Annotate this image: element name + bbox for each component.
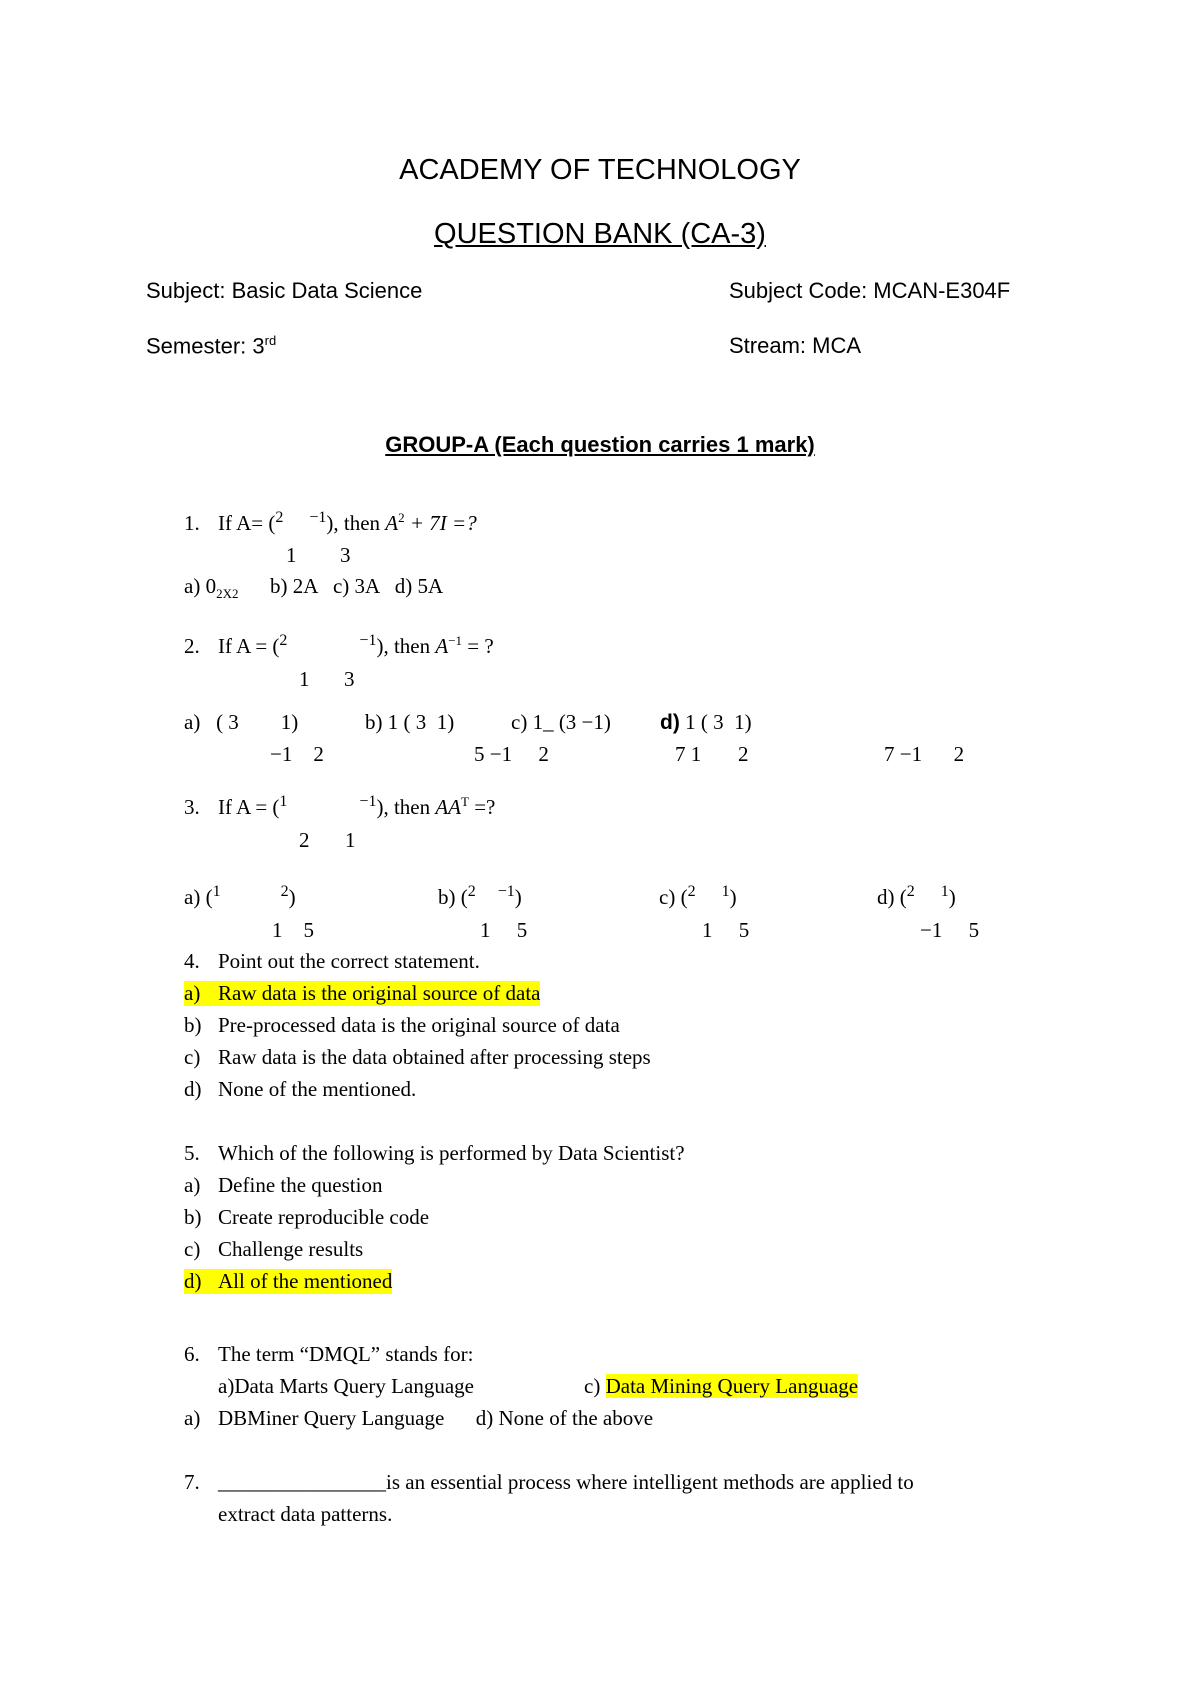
question-text: Point out the correct statement. xyxy=(218,949,480,973)
question-6-options-row2 xyxy=(184,1406,653,1431)
question-5-option-d xyxy=(184,1269,392,1294)
option-label: d) xyxy=(184,1077,202,1101)
option-label: d) xyxy=(184,1269,202,1293)
option-text: Data Mining Query Language xyxy=(605,1374,859,1398)
option-label: d) xyxy=(660,711,680,734)
semester-label xyxy=(146,333,276,359)
matrix-a11: 2 xyxy=(275,509,284,526)
question-1 xyxy=(184,510,477,536)
option-text: Create reproducible code xyxy=(218,1205,430,1229)
matrix-top-left: 2 xyxy=(687,883,696,900)
question-3 xyxy=(184,794,495,820)
document-title: QUESTION BANK (CA-3) xyxy=(434,218,766,250)
question-text: ), then xyxy=(376,634,436,658)
question-2-option-d-row2: 7 −1 2 xyxy=(884,742,965,766)
question-number: 3. xyxy=(184,795,200,819)
question-5-option-b xyxy=(184,1205,429,1230)
matrix-a21: 1 xyxy=(286,543,297,567)
matrix-a21: 2 xyxy=(299,828,310,852)
question-5-option-c xyxy=(184,1237,363,1262)
matrix-a12: −1 xyxy=(359,632,377,649)
options-bcd: b) 2A c) 3A d) 5A xyxy=(238,574,444,598)
option-label: c) ( xyxy=(659,885,688,909)
math-expr: + 7I =? xyxy=(404,511,477,535)
question-text: is an essential process where intelligent methods are applied to xyxy=(386,1470,914,1494)
question-text: ), then xyxy=(376,795,436,819)
question-6-option-a: a)Data Marts Query Language xyxy=(218,1374,474,1398)
question-2 xyxy=(184,633,494,659)
question-text: Which of the following is performed by Data Scientist? xyxy=(218,1141,685,1165)
answer-blank: ________________ xyxy=(218,1470,386,1494)
matrix-a11: 2 xyxy=(279,632,288,649)
math-expr: = ? xyxy=(462,634,494,658)
option-a: a) 0 xyxy=(184,574,217,598)
question-6-option-c xyxy=(584,1374,858,1399)
matrix-top-left: 2 xyxy=(906,883,915,900)
question-text: If A = ( xyxy=(218,634,280,658)
matrix-top-right: 2 xyxy=(280,883,289,900)
question-2-option-b: b) 1 ( 3 1) xyxy=(365,710,455,734)
question-2-option-b-row2: 5 −1 2 xyxy=(474,742,549,766)
option-label: a) xyxy=(184,1406,201,1430)
question-2-option-c: c) 1_ (3 −1) xyxy=(511,710,611,734)
question-4-option-d xyxy=(184,1077,416,1102)
question-7 xyxy=(184,1470,914,1495)
option-label: b) xyxy=(184,1013,202,1037)
math-expr: A xyxy=(385,511,399,535)
semester-ordinal: rd xyxy=(264,333,277,348)
option-text: Raw data is the data obtained after processing steps xyxy=(218,1045,651,1069)
option-label: d) ( xyxy=(877,885,907,909)
math-expr: A xyxy=(435,634,449,658)
question-number: 2. xyxy=(184,634,200,658)
question-5 xyxy=(184,1141,685,1166)
semester-text: Semester: 3 xyxy=(146,333,265,359)
math-expr: =? xyxy=(468,795,496,819)
question-2-option-d xyxy=(660,710,752,735)
question-3-option-b xyxy=(438,885,522,910)
matrix-a12: −1 xyxy=(359,793,377,810)
question-2-option-a: a) ( 3 1) xyxy=(184,710,299,734)
option-text: Challenge results xyxy=(218,1237,364,1261)
question-2-option-c-row2: 7 1 2 xyxy=(675,742,749,766)
option-label: b) xyxy=(184,1205,202,1229)
matrix-a22: 1 xyxy=(345,828,356,852)
matrix-top-left: 2 xyxy=(467,883,476,900)
matrix-a22: 3 xyxy=(340,543,351,567)
option-label: a) xyxy=(184,1173,201,1197)
matrix-a22: 3 xyxy=(344,667,355,691)
math-exponent: 2 xyxy=(398,510,405,525)
matrix-top-right: −1 xyxy=(497,883,515,900)
option-label: c) xyxy=(584,1374,606,1398)
paren-close: ) xyxy=(514,885,522,909)
question-number: 6. xyxy=(184,1342,200,1366)
question-3-option-a xyxy=(184,885,296,910)
institution-title: ACADEMY OF TECHNOLOGY xyxy=(399,154,801,186)
question-2-option-a-row2: −1 2 xyxy=(270,742,324,766)
option-label: a) ( xyxy=(184,885,213,909)
option-label: c) xyxy=(184,1237,201,1261)
question-4-option-c xyxy=(184,1045,651,1070)
subject-code-label: Subject Code: MCAN-E304F xyxy=(729,278,1011,303)
option-label: c) xyxy=(184,1045,201,1069)
paren-close: ) xyxy=(729,885,737,909)
question-number: 4. xyxy=(184,949,200,973)
question-text: If A = ( xyxy=(218,795,280,819)
math-expr: AA xyxy=(435,795,462,819)
matrix-top-right: 1 xyxy=(721,883,730,900)
question-3-option-b-row2: 1 5 xyxy=(480,918,528,942)
question-number: 7. xyxy=(184,1470,200,1494)
math-exponent: −1 xyxy=(448,633,463,648)
question-number: 1. xyxy=(184,511,200,535)
option-text: DBMiner Query Language d) None of the above xyxy=(218,1406,654,1430)
stream-label: Stream: MCA xyxy=(729,333,862,358)
question-6 xyxy=(184,1342,473,1367)
option-text: Define the question xyxy=(218,1173,383,1197)
question-3-option-c-row2: 1 5 xyxy=(702,918,750,942)
subscript: 2X2 xyxy=(216,586,239,602)
option-text: All of the mentioned xyxy=(218,1269,393,1293)
question-text: If A= ( xyxy=(218,511,276,535)
option-label: b) ( xyxy=(438,885,468,909)
question-number: 5. xyxy=(184,1141,200,1165)
matrix-a21: 1 xyxy=(299,667,310,691)
question-text: ), then xyxy=(326,511,386,535)
math-exponent: T xyxy=(461,794,469,809)
option-text: 1 ( 3 1) xyxy=(679,710,752,734)
question-4-option-b xyxy=(184,1013,620,1038)
matrix-top-left: 1 xyxy=(212,883,221,900)
question-3-option-d-row2: −1 5 xyxy=(920,918,980,942)
option-text: None of the mentioned. xyxy=(218,1077,417,1101)
matrix-a11: 1 xyxy=(279,793,288,810)
question-1-options xyxy=(184,574,443,602)
option-text: Raw data is the original source of data xyxy=(218,981,541,1005)
paren-close: ) xyxy=(948,885,956,909)
subject-label: Subject: Basic Data Science xyxy=(146,278,423,303)
question-3-option-c xyxy=(659,885,737,910)
question-4 xyxy=(184,949,480,974)
paren-close: ) xyxy=(288,885,296,909)
question-4-option-a xyxy=(184,981,540,1006)
matrix-top-right: 1 xyxy=(940,883,949,900)
question-7-continued: extract data patterns. xyxy=(218,1502,393,1526)
question-3-option-a-row2: 1 5 xyxy=(272,918,314,942)
option-label: a) xyxy=(184,981,201,1005)
option-text: Pre-processed data is the original source of data xyxy=(218,1013,620,1037)
matrix-a12: −1 xyxy=(309,509,327,526)
question-3-option-d xyxy=(877,885,956,910)
question-text: The term “DMQL” stands for: xyxy=(218,1342,474,1366)
question-5-option-a xyxy=(184,1173,382,1198)
group-a-heading: GROUP-A (Each question carries 1 mark) xyxy=(385,432,815,457)
